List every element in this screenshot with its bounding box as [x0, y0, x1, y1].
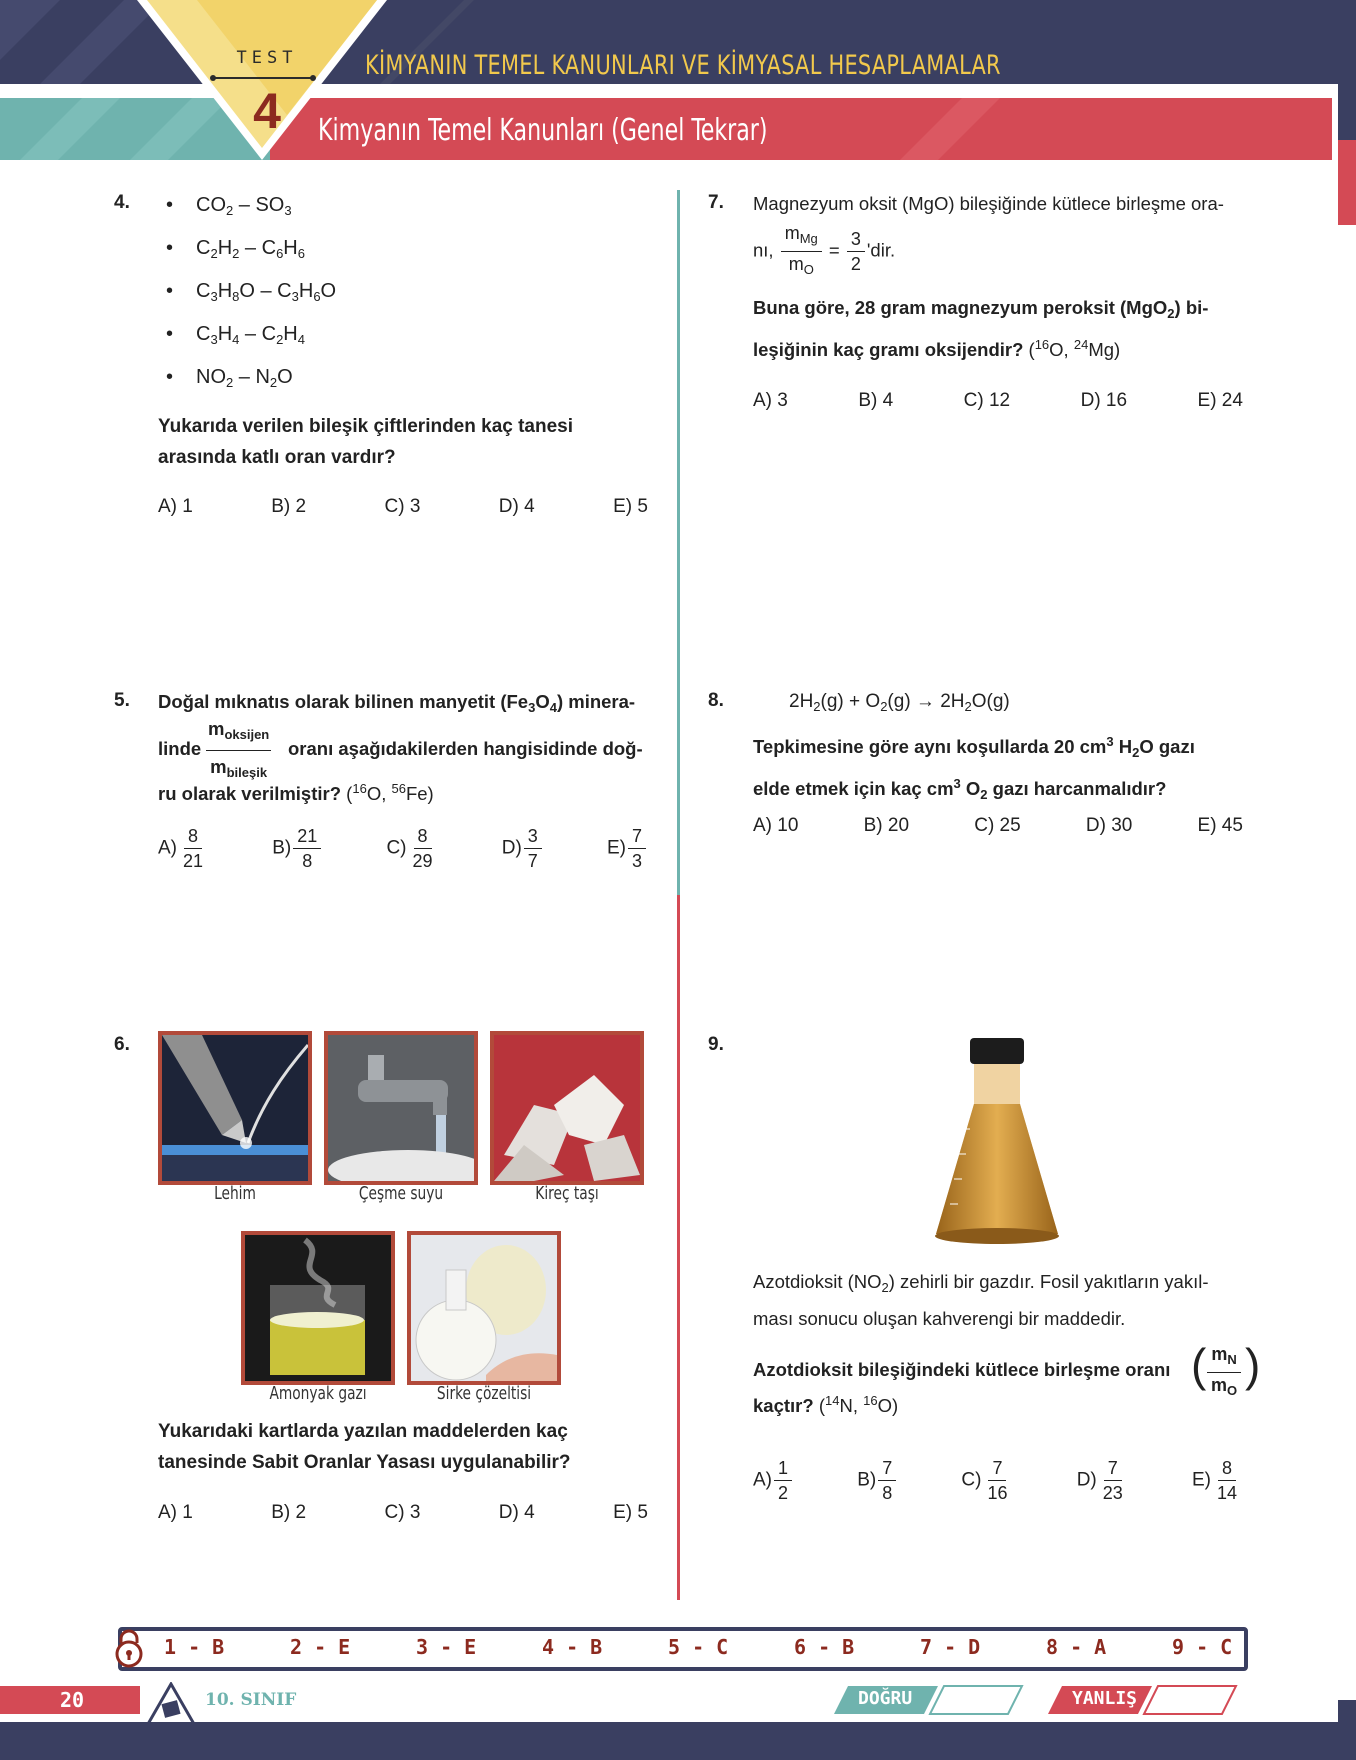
option-e[interactable]: E) 45: [1197, 815, 1243, 836]
option-label: D): [1076, 1469, 1097, 1491]
option-e[interactable]: E) 5: [613, 1502, 648, 1523]
option-a[interactable]: A) 10: [753, 815, 799, 836]
option-d[interactable]: [1077, 1458, 1129, 1503]
correct-label: DOĞRU: [858, 1688, 913, 1709]
denominator: 8: [882, 1483, 893, 1503]
option-c[interactable]: C) 12: [963, 390, 1011, 411]
list-item: • $NO_2 - N_2O$: [166, 366, 293, 390]
question-5-text: Doğal mıknatıs olarak bilinen manyetit $(Fe_3O_4)$ minera- linde $m_{oksijen}$ $m_{bileşik}$ oranı aşağıdakilerden hangisidinde doğ- ru olarak verilmiştir? ($^{16}$O, $^{56}$Fe): [158, 691, 643, 804]
option-e[interactable]: [1192, 1458, 1243, 1503]
question-8-options: [753, 815, 1243, 837]
numerator: 8: [1218, 1458, 1236, 1481]
card-limestone-image: [490, 1031, 644, 1185]
option-d[interactable]: D) 30: [1085, 815, 1133, 836]
option-c[interactable]: C) 3: [384, 496, 421, 517]
option-label: E): [606, 837, 626, 859]
card-ammonia-image: [241, 1231, 395, 1385]
option-e[interactable]: E) 5: [613, 496, 648, 517]
question-6-options: [158, 1502, 648, 1524]
question-9-number: 9.: [708, 1034, 724, 1055]
answer-key-item: 9 - C: [1172, 1635, 1233, 1659]
answer-key-item: 4 - B: [542, 1635, 603, 1659]
numerator: 8: [184, 826, 202, 849]
question-6-number: 6.: [114, 1034, 130, 1055]
unit-title: KİMYANIN TEMEL KANUNLARI VE KİMYASAL HESAPLAMALAR: [365, 50, 1001, 81]
option-b[interactable]: [272, 826, 323, 871]
footer-side-tab: [1338, 1700, 1356, 1760]
footer-band: [0, 1722, 1340, 1760]
question-4-compound-list: [166, 184, 336, 399]
question-6-text: Yukarıdaki kartlarda yazılan maddelerden kaç tanesinde Sabit Oranlar Yasası uygulanabilir?: [158, 1421, 571, 1473]
option-a[interactable]: A) 1: [158, 1502, 193, 1523]
option-c[interactable]: C) 25: [974, 815, 1021, 836]
question-8-number: 8.: [708, 690, 724, 711]
question-7-text: Magnezyum oksit (MgO) bileşiğinde kütlece birleşme ora- nı, $\frac{m_{Mg}}{m_O}$ = $\frac{3}{2}$ 'dir. Buna göre, 28 gram magnezyum peroksit (MgO$_2$) bi- leşiğinin kaç gramı oksijendir? ($^{16}$O, $^{24}$Mg): [753, 193, 1224, 360]
option-label: C): [961, 1469, 982, 1491]
denominator: 21: [183, 851, 204, 871]
option-label: E): [1191, 1469, 1211, 1491]
option-d[interactable]: D) 4: [498, 1502, 535, 1523]
lock-icon: [112, 1629, 146, 1669]
option-a[interactable]: [158, 826, 209, 871]
option-b[interactable]: B) 2: [271, 1502, 307, 1523]
numerator: 7: [878, 1458, 896, 1481]
question-8-text: Tepkimesine göre aynı koşullarda 20 $cm^3$ $H_2O$ gazı elde etmek için kaç $cm^3$ $O_2$ gazı harcanmalıdır?: [753, 734, 1195, 802]
column-divider-red: [677, 895, 680, 1600]
answer-key-item: 2 - E: [290, 1635, 351, 1659]
option-label: B): [272, 837, 292, 859]
option-e[interactable]: [607, 826, 648, 871]
denominator: 29: [412, 851, 433, 871]
card-vinegar-image: [407, 1231, 561, 1385]
caption-tap-water: Çeşme suyu: [358, 1183, 444, 1204]
erlenmeyer-flask-image: [932, 1034, 1062, 1249]
denominator: 7: [527, 851, 538, 871]
denominator: 23: [1102, 1483, 1123, 1503]
numerator: 7: [988, 1458, 1006, 1481]
tap-illustration: [328, 1035, 474, 1181]
denominator: 2: [778, 1483, 789, 1503]
option-label: A): [158, 837, 177, 859]
option-b[interactable]: B) 2: [271, 496, 307, 517]
numerator: 1: [774, 1458, 792, 1481]
grade-label: 10. SINIF: [205, 1690, 297, 1710]
numerator: 7: [628, 826, 646, 849]
vinegar-illustration: [411, 1235, 557, 1381]
caption-ammonia: Amonyak gazı: [269, 1383, 367, 1404]
answer-key-strip: [118, 1627, 1248, 1671]
header-side-tab-red: [1338, 140, 1356, 225]
section-subtitle: Kimyanın Temel Kanunları (Genel Tekrar): [318, 113, 768, 148]
list-item: • $C_3H_4 - C_2H_4$: [166, 323, 305, 347]
test-number: 4: [253, 83, 281, 139]
header-red-stripes: [900, 98, 1332, 160]
option-e[interactable]: E) 24: [1197, 390, 1243, 411]
answer-key-item: 5 - C: [668, 1635, 729, 1659]
question-5-number: 5.: [114, 690, 130, 711]
denominator: 14: [1216, 1483, 1237, 1503]
option-label: D): [501, 837, 522, 859]
question-5-options: [158, 826, 648, 871]
limestone-illustration: [494, 1035, 640, 1181]
option-label: C): [386, 837, 407, 859]
numerator: 21: [293, 826, 321, 849]
option-d[interactable]: D) 4: [498, 496, 535, 517]
question-4-number: 4.: [114, 192, 130, 213]
test-label: TEST: [236, 48, 298, 68]
list-item: • $C_2H_2 - C_6H_6$: [166, 237, 305, 261]
option-a[interactable]: A) 3: [753, 390, 788, 411]
option-c[interactable]: C) 3: [384, 1502, 421, 1523]
caption-vinegar: Sirke çözeltisi: [436, 1383, 532, 1404]
solder-illustration: [162, 1035, 308, 1181]
answer-key-item: 6 - B: [794, 1635, 855, 1659]
wrong-label: YANLIŞ: [1072, 1688, 1138, 1709]
option-label: B): [857, 1469, 877, 1491]
question-9-options: [753, 1458, 1243, 1503]
numerator: 7: [1104, 1458, 1122, 1481]
list-item: • $CO_2 - SO_3$: [166, 194, 292, 218]
question-4-options: [158, 496, 648, 518]
option-c[interactable]: [961, 1458, 1013, 1503]
option-d[interactable]: D) 16: [1080, 390, 1128, 411]
column-divider-teal: [677, 190, 680, 895]
answer-key-item: 8 - A: [1046, 1635, 1107, 1659]
list-item: • $C_3H_8O - C_3H_6O$: [166, 280, 337, 304]
question-8-equation: $2H_2(g) + O_2(g) \to 2H_2O(g)$: [789, 691, 1010, 714]
denominator: 3: [631, 851, 642, 871]
page-number: 20: [60, 1688, 85, 1712]
answer-key-item: 7 - D: [920, 1635, 981, 1659]
option-label: A): [753, 1469, 772, 1491]
option-c[interactable]: [386, 826, 438, 871]
answer-key-item: 1 - B: [164, 1635, 225, 1659]
caption-solder: Lehim: [214, 1183, 256, 1204]
option-a[interactable]: A) 1: [158, 496, 193, 517]
denominator: 16: [987, 1483, 1008, 1503]
question-7-number: 7.: [708, 192, 724, 213]
beaker-illustration: [245, 1235, 391, 1381]
denominator: 8: [302, 851, 313, 871]
book-badge-icon: [146, 1682, 196, 1726]
question-4-text: Yukarıda verilen bileşik çiftlerinden kaç tanesi arasında katlı oran vardır?: [158, 416, 574, 468]
option-b[interactable]: B) 20: [863, 815, 910, 836]
option-d[interactable]: [502, 826, 544, 871]
question-7-options: [753, 390, 1243, 412]
caption-limestone: Kireç taşı: [535, 1183, 599, 1204]
card-tap-water-image: [324, 1031, 478, 1185]
numerator: 3: [524, 826, 542, 849]
numerator: 8: [414, 826, 432, 849]
option-a[interactable]: [753, 1458, 794, 1503]
question-9-text: Azotdioksit $(NO_2)$ zehirli bir gazdır. Fosil yakıtların yakıl- ması sonucu oluşan kahverengi bir maddedir. Azotdioksit bileşiğindeki kütlece birleşme oranı ( $\frac{m_N}{m_O}$ ) kaçtır? ($^{14}$N, $^{16}$O): [753, 1271, 1261, 1416]
card-solder-image: [158, 1031, 312, 1185]
answer-key-item: 3 - E: [416, 1635, 477, 1659]
option-b[interactable]: [857, 1458, 898, 1503]
option-b[interactable]: B) 4: [858, 390, 894, 411]
